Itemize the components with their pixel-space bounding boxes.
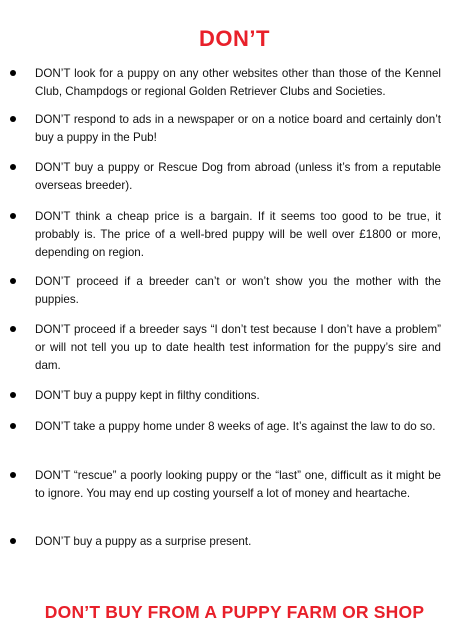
list-item-text: DON’T proceed if a breeder can’t or won’t show you the mother with the puppies. [35,275,441,306]
bullet-icon [10,278,16,284]
list-item-text: DON’T think a cheap price is a bargain. If it seems too good to be true, it probably is. The price of a well-bred puppy will be well over £1800 or more, depending on region. [35,210,441,259]
bullet-icon [10,538,16,544]
list-item-text: DON’T take a puppy home under 8 weeks of age. It’s against the law to do so. [35,420,436,433]
list-item-text: DON’T proceed if a breeder says “I don’t test because I don’t have a problem” or will not tell you up to date health test information for the puppy’s sire and dam. [35,323,441,372]
bullet-icon [10,164,16,170]
list-item-text: DON’T “rescue” a poorly looking puppy or the “last” one, difficult as it might be to ignore. You may end up costing yourself a lot of money and heartache. [35,469,441,500]
list-item-text: DON’T buy a puppy kept in filthy conditions. [35,389,260,402]
bullet-icon [10,213,16,219]
bullet-icon [10,423,16,429]
footer-warning: DON’T BUY FROM A PUPPY FARM OR SHOP [44,602,425,622]
list-item-text: DON’T look for a puppy on any other websites other than those of the Kennel Club, Champdogs or regional Golden Retriever Clubs and Societies. [35,67,441,98]
bullet-icon [10,392,16,398]
list-item-text: DON’T respond to ads in a newspaper or on a notice board and certainly don’t buy a puppy in the Pub! [35,113,441,144]
bullet-icon [10,472,16,478]
list-item-text: DON’T buy a puppy as a surprise present. [35,535,252,548]
bullet-icon [10,326,16,332]
page-title: DON’T [199,26,270,51]
bullet-icon [10,70,16,76]
bullet-icon [10,116,16,122]
list-item-text: DON’T buy a puppy or Rescue Dog from abroad (unless it’s from a reputable overseas breeder). [35,161,441,192]
